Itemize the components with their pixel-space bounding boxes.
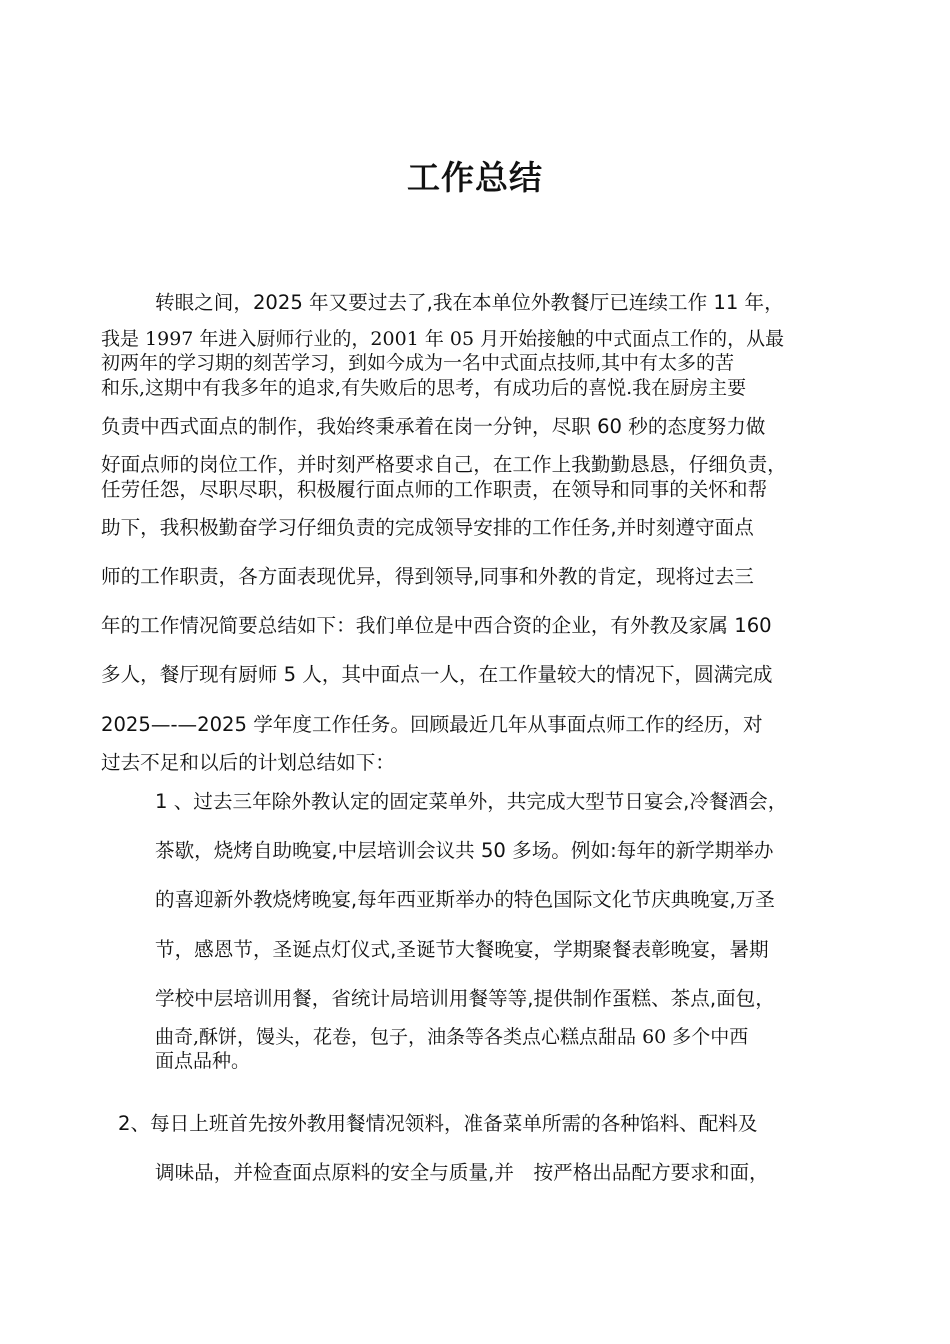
text-line: 负责中西式面点的制作，我始终秉承着在岗一分钟，尽职 60 秒的态度努力做 xyxy=(101,415,766,438)
text-line: 茶歇，烧烤自助晚宴,中层培训会议共 50 多场。例如:每年的新学期举办 xyxy=(155,839,774,862)
text-line: 过去不足和以后的计划总结如下： xyxy=(101,751,395,774)
text-line: 我是 1997 年进入厨师行业的，2001 年 05 月开始接触的中式面点工作的，从最 xyxy=(101,328,785,350)
text-line: 面点品种。 xyxy=(155,1050,251,1072)
text-line: 2、每日上班首先按外教用餐情况领料，准备菜单所需的各种馅料、配料及 xyxy=(118,1112,758,1135)
text-line: 年的工作情况简要总结如下：我们单位是中西合资的企业，有外教及家属 160 xyxy=(101,614,772,637)
text-line: 曲奇,酥饼，馒头，花卷，包子，油条等各类点心糕点甜品 60 多个中西 xyxy=(155,1026,749,1048)
text-line: 好面点师的岗位工作，并时刻严格要求自己，在工作上我勤勤恳恳，仔细负责， xyxy=(101,453,787,476)
text-line: 2025—-—2025 学年度工作任务。回顾最近几年从事面点师工作的经历，对 xyxy=(101,713,763,736)
page-title: 工作总结 xyxy=(407,158,543,197)
text-line: 学校中层培训用餐，省统计局培训用餐等等,提供制作蛋糕、茶点,面包， xyxy=(155,987,775,1010)
text-line: 转眼之间，2025 年又要过去了,我在本单位外教餐厅已连续工作 11 年， xyxy=(155,291,784,314)
text-line: 和乐,这期中有我多年的追求,有失败后的思考，有成功后的喜悦.我在厨房主要 xyxy=(101,377,747,399)
text-line: 任劳任怨，尽职尽职，积极履行面点师的工作职责，在领导和同事的关怀和帮 xyxy=(101,478,768,501)
text-line: 调味品，并检查面点原料的安全与质量,并 按严格出品配方要求和面， xyxy=(155,1161,769,1184)
text-line: 初两年的学习期的刻苦学习，到如今成为一名中式面点技师,其中有太多的苦 xyxy=(101,352,735,374)
text-line: 助下，我积极勤奋学习仔细负责的完成领导安排的工作任务,并时刻遵守面点 xyxy=(101,516,754,539)
text-line: 师的工作职责，各方面表现优异，得到领导,同事和外教的肯定，现将过去三 xyxy=(101,565,754,588)
text-line: 1 、过去三年除外教认定的固定菜单外，共完成大型节日宴会,冷餐酒会， xyxy=(155,790,788,813)
text-line: 的喜迎新外教烧烤晚宴,每年西亚斯举办的特色国际文化节庆典晚宴,万圣 xyxy=(155,888,775,911)
text-line: 多人，餐厅现有厨师 5 人，其中面点一人，在工作量较大的情况下，圆满完成 xyxy=(101,663,773,686)
text-line: 节，感恩节，圣诞点灯仪式,圣诞节大餐晚宴，学期聚餐表彰晚宴，暑期 xyxy=(155,938,769,961)
